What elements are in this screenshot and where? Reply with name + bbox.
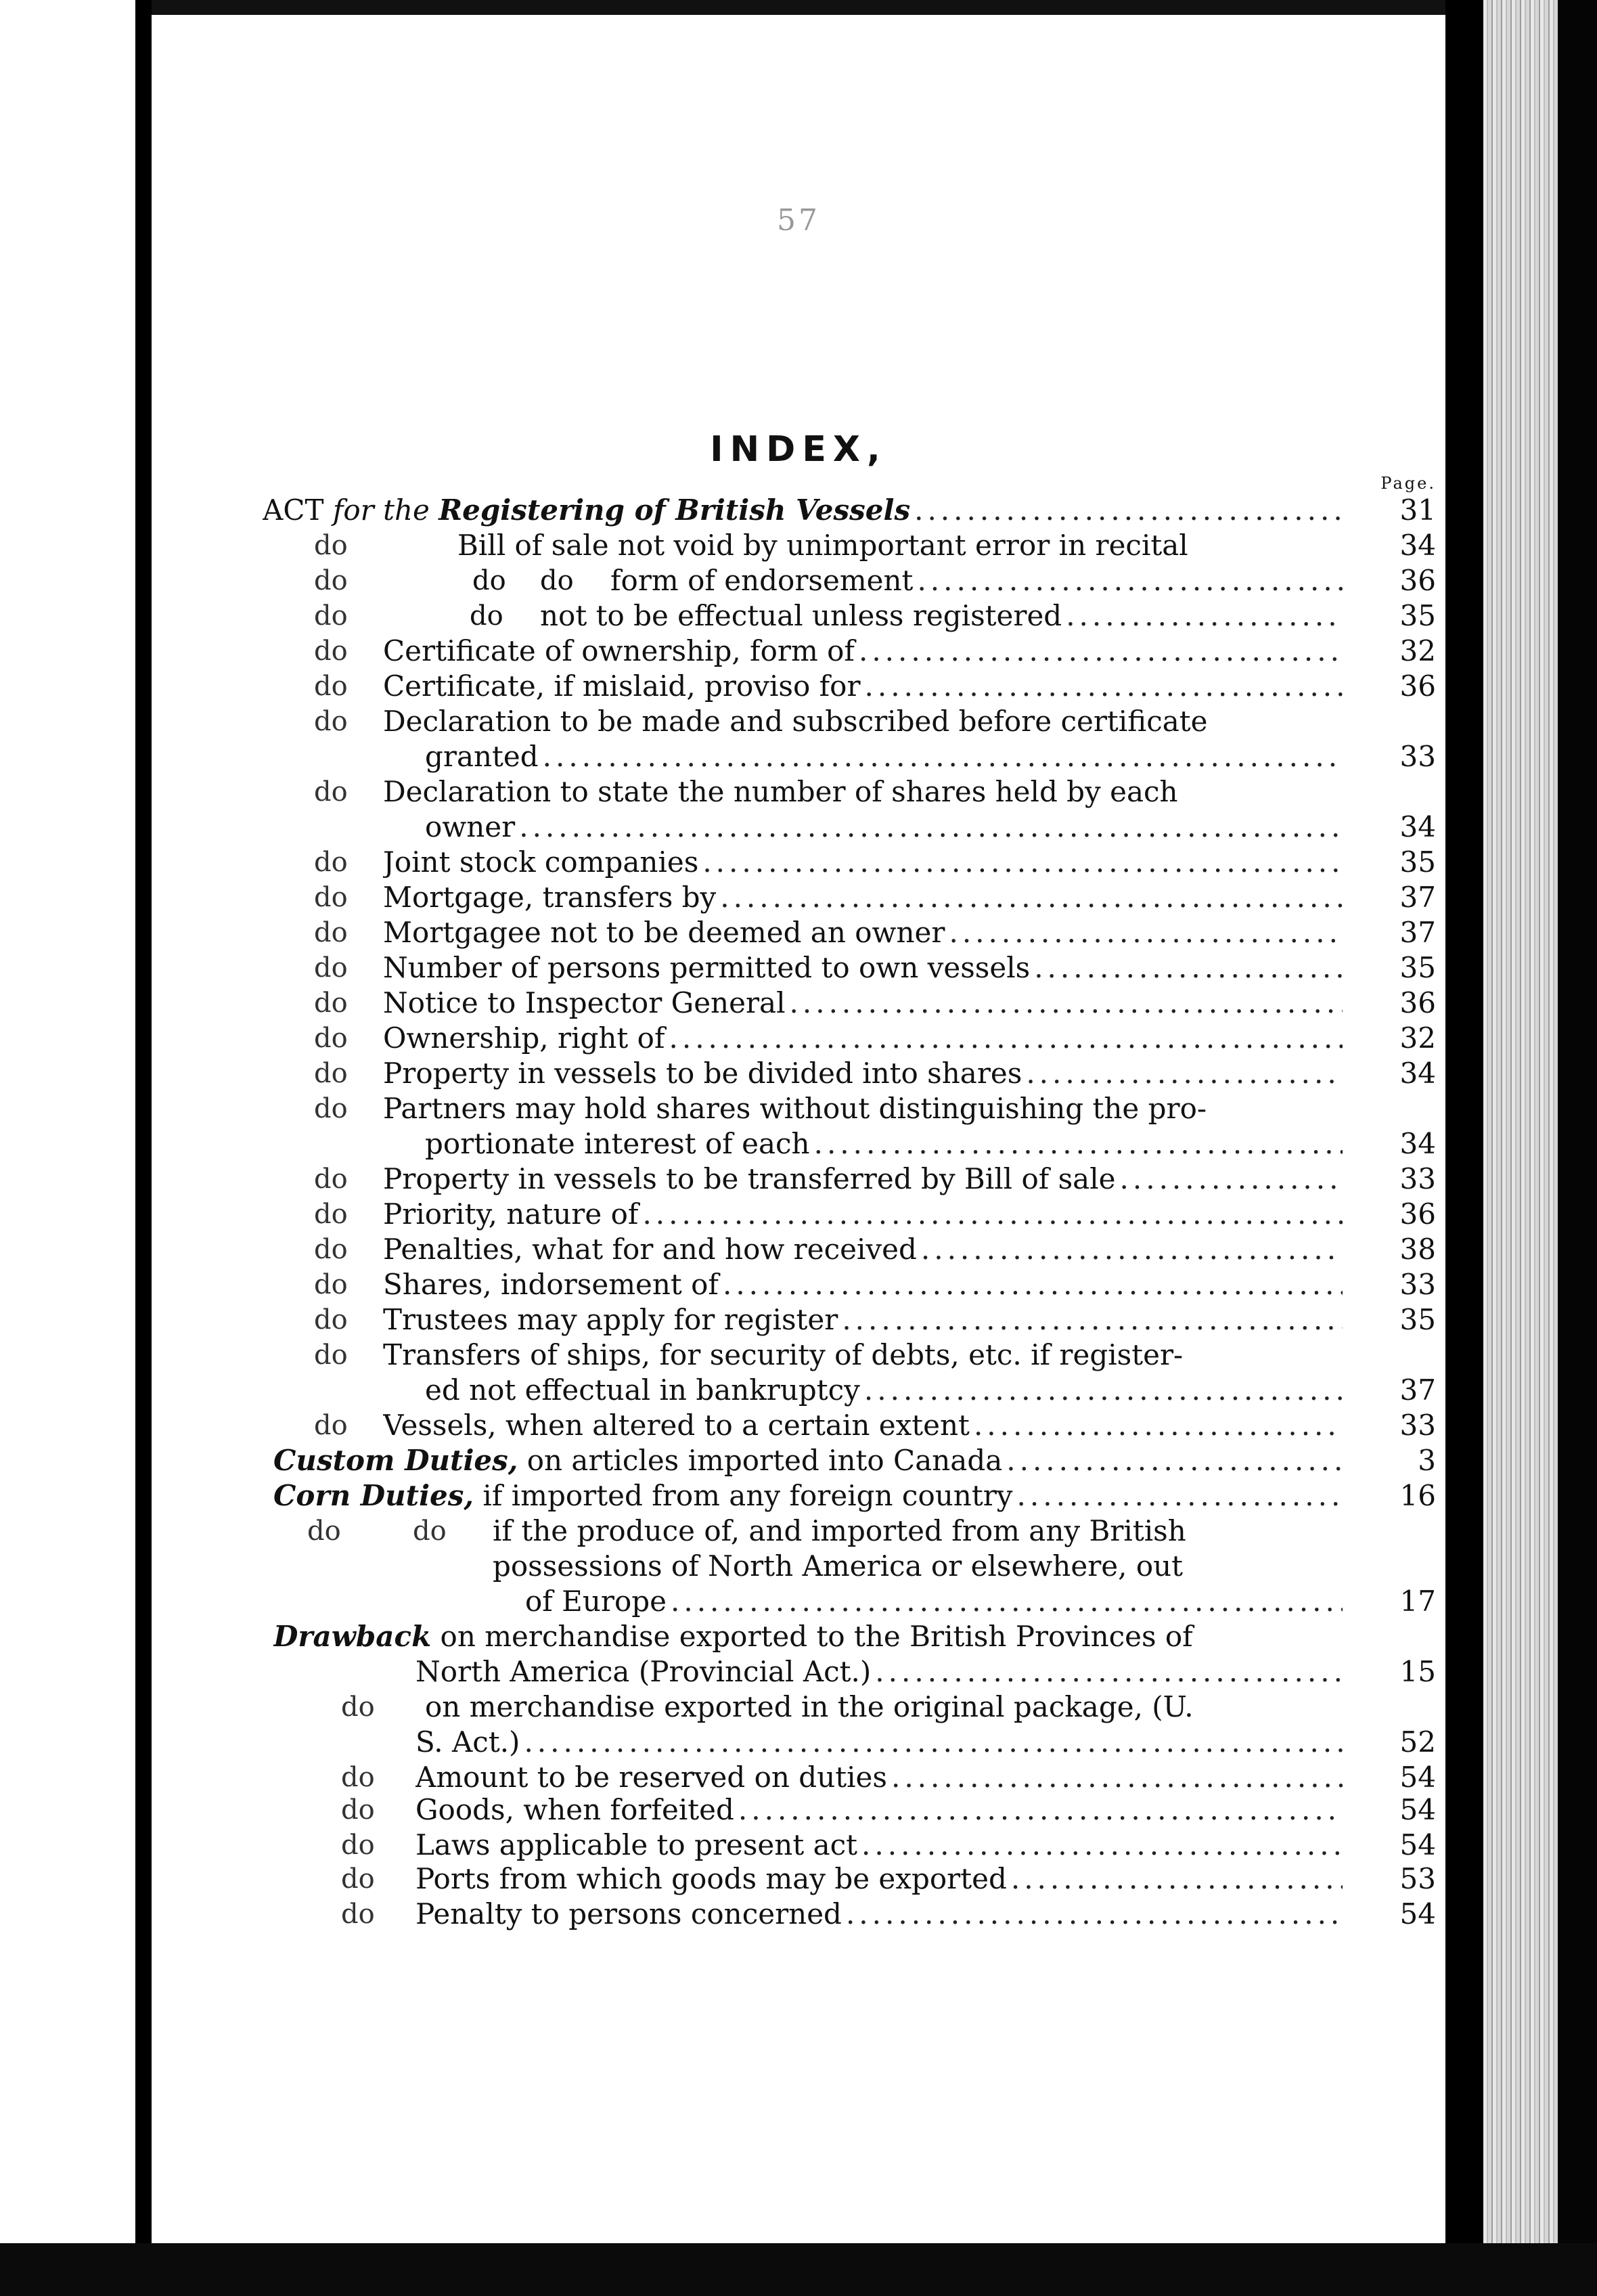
book-gutter xyxy=(135,0,152,2296)
page-ref: 36 xyxy=(1399,1197,1436,1231)
page-ref: 36 xyxy=(1399,986,1436,1019)
page-ref: 54 xyxy=(1399,1828,1436,1861)
index-entry-continuation: granted ..... xyxy=(425,739,1343,774)
scan-background xyxy=(1558,0,1597,2296)
ditto-mark: do xyxy=(341,1830,375,1861)
page-ref: 34 xyxy=(1399,1127,1436,1160)
page-number: 57 xyxy=(777,203,820,238)
ditto-mark: do xyxy=(314,636,348,667)
index-entry-corn-duties: Corn Duties, if imported from any foreign country ..... xyxy=(273,1478,1343,1514)
scan-background-bottom xyxy=(0,2243,1597,2296)
act-prefix: ACT xyxy=(263,493,324,527)
index-entry: Transfers of ships, for security of debts, etc. if register- xyxy=(383,1338,1184,1371)
index-entry-drawback: Drawback on merchandise exported to the British Provinces of xyxy=(273,1620,1193,1653)
page-ref: 54 xyxy=(1399,1897,1436,1930)
index-entry: if the produce of, and imported from any British xyxy=(493,1514,1186,1547)
index-entry: Declaration to be made and subscribed before certificate xyxy=(383,705,1208,738)
ditto-mark: do xyxy=(314,1410,348,1441)
ditto-mark: do xyxy=(470,600,503,632)
book-cover-edge xyxy=(1445,0,1483,2261)
page-ref: 35 xyxy=(1399,1303,1436,1336)
index-entry: Notice to Inspector General ..... xyxy=(383,986,1343,1021)
page-ref: 37 xyxy=(1399,881,1436,914)
index-entry: Property in vessels to be divided into shares ..... xyxy=(383,1056,1343,1091)
ditto-mark: do xyxy=(314,1093,348,1124)
ditto-mark: do xyxy=(341,1863,375,1895)
ditto-mark: do xyxy=(314,776,348,808)
index-entry: not to be effectual unless registered ..... xyxy=(540,598,1343,634)
index-entry-continuation: owner ..... xyxy=(425,810,1343,845)
page-ref: 36 xyxy=(1399,669,1436,703)
index-entry-continuation: ed not effectual in bankruptcy ..... xyxy=(425,1373,1343,1408)
index-entry: Partners may hold shares without distinguishing the pro- xyxy=(383,1092,1207,1125)
page-ref: 33 xyxy=(1399,740,1436,773)
index-entry: Mortgagee not to be deemed an owner ..... xyxy=(383,915,1343,950)
index-entry: Penalties, what for and how received ..... xyxy=(383,1232,1343,1267)
ditto-mark: do xyxy=(314,565,348,596)
ditto-mark: do xyxy=(314,1164,348,1195)
index-entry-act xyxy=(263,493,1343,528)
ditto-mark: do xyxy=(341,1794,375,1826)
page-stack-edges xyxy=(1483,0,1558,2296)
ditto-mark: do xyxy=(314,600,348,632)
ditto-mark: do xyxy=(314,671,348,702)
index-entry: Certificate of ownership, form of ..... xyxy=(383,634,1343,669)
book-page xyxy=(152,15,1445,2243)
page-ref: 33 xyxy=(1399,1162,1436,1195)
index-entry: on merchandise exported in the original package, (U. xyxy=(425,1690,1194,1723)
page-ref: 16 xyxy=(1399,1479,1436,1512)
page-ref: 35 xyxy=(1399,845,1436,879)
ditto-mark: do xyxy=(540,565,574,596)
ditto-mark: do xyxy=(314,1234,348,1265)
page-ref: 3 xyxy=(1418,1444,1436,1477)
page-ref: 17 xyxy=(1399,1585,1436,1618)
ditto-mark: do xyxy=(314,1199,348,1230)
ditto-mark: do xyxy=(472,565,506,596)
index-entry: form of endorsement ..... xyxy=(610,563,1343,598)
index-entry: Number of persons permitted to own vessels ..... xyxy=(383,950,1343,986)
index-entry: Mortgage, transfers by ..... xyxy=(383,880,1343,915)
ditto-mark: do xyxy=(314,706,348,737)
ditto-mark: do xyxy=(314,882,348,913)
page-ref: 34 xyxy=(1399,1057,1436,1090)
index-entry-custom-duties: Custom Duties, on articles imported into Canada ..... xyxy=(273,1443,1343,1478)
ditto-mark: do xyxy=(314,1269,348,1300)
ditto-mark: do xyxy=(307,1516,341,1547)
page-column-header: Page. xyxy=(1380,474,1436,493)
page-ref: 33 xyxy=(1399,1268,1436,1301)
page-ref: 32 xyxy=(1399,634,1436,667)
page-ref: 34 xyxy=(1399,529,1436,562)
index-title: INDEX, xyxy=(710,429,887,470)
page-ref: 54 xyxy=(1399,1761,1436,1794)
index-entry-continuation: portionate interest of each ..... xyxy=(425,1126,1343,1162)
index-entry: Amount to be reserved on duties ..... xyxy=(415,1760,1343,1795)
ditto-mark: do xyxy=(314,1058,348,1089)
page-ref: 32 xyxy=(1399,1021,1436,1055)
index-entry: Ownership, right of ..... xyxy=(383,1021,1343,1056)
leader-dots xyxy=(914,493,1343,528)
act-for-the: for the xyxy=(332,493,430,527)
ditto-mark: do xyxy=(314,530,348,561)
facing-page-edge xyxy=(0,0,135,2296)
index-entry: Bill of sale not void by unimportant error in recital xyxy=(457,529,1188,562)
page-ref: 33 xyxy=(1399,1409,1436,1442)
page-ref: 38 xyxy=(1399,1233,1436,1266)
page-ref: 35 xyxy=(1399,599,1436,632)
index-entry: Laws applicable to present act ..... xyxy=(415,1828,1343,1863)
ditto-mark: do xyxy=(314,917,348,948)
index-entry-continuation: North America (Provincial Act.) ..... xyxy=(415,1654,1343,1690)
index-entry: Priority, nature of ..... xyxy=(383,1197,1343,1232)
ditto-mark: do xyxy=(314,952,348,984)
ditto-mark: do xyxy=(314,1023,348,1054)
page-ref: 37 xyxy=(1399,1373,1436,1407)
index-entry: Vessels, when altered to a certain extent ..... xyxy=(383,1408,1343,1443)
index-entry: Ports from which goods may be exported ..... xyxy=(415,1861,1343,1897)
page-ref: 53 xyxy=(1399,1862,1436,1895)
index-entry: Joint stock companies ..... xyxy=(383,845,1343,880)
ditto-mark: do xyxy=(413,1516,447,1547)
page-ref: 54 xyxy=(1399,1793,1436,1826)
page-ref: 31 xyxy=(1399,493,1436,527)
ditto-mark: do xyxy=(341,1899,375,1930)
ditto-mark: do xyxy=(341,1762,375,1793)
index-entry-continuation: possessions of North America or elsewhere, out xyxy=(493,1549,1184,1583)
page-ref: 52 xyxy=(1399,1725,1436,1759)
ditto-mark: do xyxy=(314,988,348,1019)
page-ref: 15 xyxy=(1399,1655,1436,1688)
ditto-mark: do xyxy=(314,1304,348,1335)
ditto-mark: do xyxy=(341,1692,375,1723)
index-entry: Goods, when forfeited ..... xyxy=(415,1792,1343,1828)
index-entry: Declaration to state the number of shares held by each xyxy=(383,775,1178,808)
page-ref: 36 xyxy=(1399,564,1436,597)
index-entry: Certificate, if mislaid, proviso for ..... xyxy=(383,669,1343,704)
index-list xyxy=(152,15,1445,2243)
index-entry: Shares, indorsement of ..... xyxy=(383,1267,1343,1302)
page-ref: 34 xyxy=(1399,810,1436,843)
page-ref: 37 xyxy=(1399,916,1436,949)
ditto-mark: do xyxy=(314,847,348,878)
index-entry-continuation: S. Act.) ..... xyxy=(415,1725,1343,1760)
index-entry: Property in vessels to be transferred by Bill of sale ..... xyxy=(383,1162,1343,1197)
ditto-mark: do xyxy=(314,1340,348,1371)
act-title: Registering of British Vessels xyxy=(438,493,911,527)
index-entry-continuation: of Europe ..... xyxy=(525,1584,1343,1619)
index-entry: Penalty to persons concerned ..... xyxy=(415,1897,1343,1932)
index-entry: Trustees may apply for register ..... xyxy=(383,1302,1343,1338)
page-ref: 35 xyxy=(1399,951,1436,984)
